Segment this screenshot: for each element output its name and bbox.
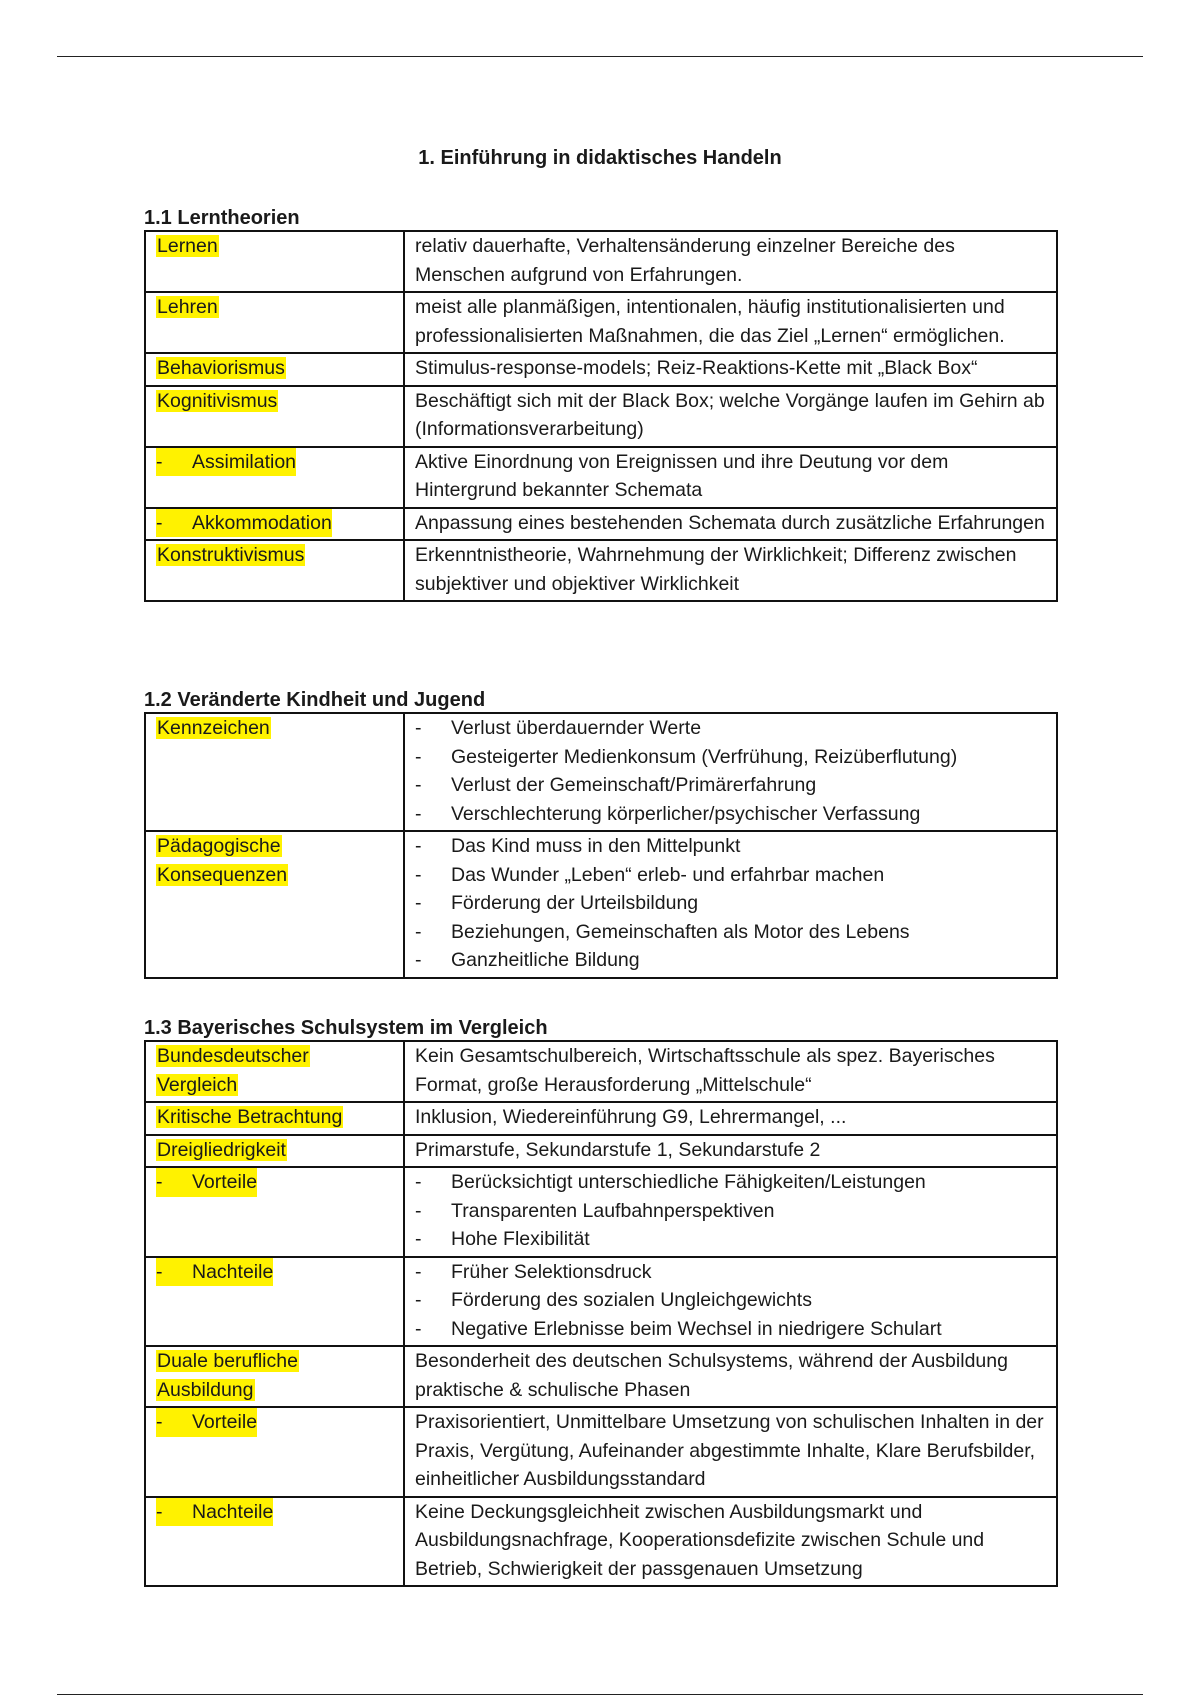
term-cell xyxy=(145,1407,404,1497)
top-rule xyxy=(57,56,1143,57)
term-label: Kennzeichen xyxy=(157,717,270,739)
table-row xyxy=(145,508,1057,541)
table-row xyxy=(145,447,1057,508)
table-row xyxy=(145,831,1057,978)
table-row xyxy=(145,1041,1057,1102)
dash-marker: - xyxy=(415,892,422,914)
sub-term xyxy=(156,1258,273,1287)
term-cell xyxy=(145,1257,404,1347)
section-lerntheorien xyxy=(144,206,1058,602)
term-cell xyxy=(145,447,404,508)
list-item-text: Das Wunder „Leben“ erleb- und erfahrbar machen xyxy=(451,863,885,886)
dash-marker: - xyxy=(415,835,422,857)
list-item-text: Verschlechterung körperlicher/psychischer Verfassung xyxy=(451,802,921,825)
dash-marker: - xyxy=(415,774,422,796)
description-cell xyxy=(404,1167,1057,1257)
term-label: Vorteile xyxy=(192,1411,258,1433)
list-item xyxy=(415,861,1047,890)
dash-marker: - xyxy=(156,450,163,473)
list-item xyxy=(415,946,1047,975)
lerntheorien-table xyxy=(144,230,1058,602)
sub-term xyxy=(156,1408,257,1437)
list-item-text: Transparenten Laufbahnperspektiven xyxy=(451,1199,775,1222)
dash-marker: - xyxy=(415,1171,422,1193)
term-cell xyxy=(145,1041,404,1102)
list-item xyxy=(415,832,1047,861)
term-cell xyxy=(145,508,404,541)
dash-marker: - xyxy=(415,1317,422,1340)
sub-term xyxy=(156,448,296,477)
description-cell: Keine Deckungsgleichheit zwischen Ausbildungsmarkt und Ausbildungsnachfrage, Kooperationsdefizite zwischen Schule und Betrieb, Schwierigkeit der passgenauen Umsetzung xyxy=(404,1497,1057,1587)
term-label: Kognitivismus xyxy=(157,389,278,412)
term-label: Nachteile xyxy=(192,1500,274,1523)
dash-marker: - xyxy=(156,1500,163,1523)
description-cell: Praxisorientiert, Unmittelbare Umsetzung von schulischen Inhalten in der Praxis, Vergütung, Aufeinander abgestimmte Inhalte, Klare Berufsbilder, einheitlicher Ausbildungsstandard xyxy=(404,1407,1057,1497)
term-label: Bundesdeutscher Vergleich xyxy=(157,1045,309,1096)
section-title: 1.3 Bayerisches Schulsystem im Vergleich xyxy=(144,1017,548,1039)
dash-marker: - xyxy=(156,1411,163,1433)
term-cell xyxy=(145,386,404,447)
list-item-text: Förderung des sozialen Ungleichgewichts xyxy=(451,1289,812,1311)
list-item xyxy=(415,714,1047,743)
table-row xyxy=(145,353,1057,386)
list-item-text: Förderung der Urteilsbildung xyxy=(451,892,699,914)
bullet-list xyxy=(415,714,1047,828)
bottom-rule xyxy=(57,1694,1143,1695)
term-cell xyxy=(145,1167,404,1257)
table-row xyxy=(145,1346,1057,1407)
term-cell xyxy=(145,353,404,386)
section-title: 1.2 Veränderte Kindheit und Jugend xyxy=(144,689,486,711)
table-row xyxy=(145,1257,1057,1347)
table-row xyxy=(145,386,1057,447)
table-row xyxy=(145,1135,1057,1168)
bullet-list xyxy=(415,1168,1047,1254)
list-item xyxy=(415,743,1047,772)
term-label: Konstruktivismus xyxy=(157,544,305,566)
list-item-text: Ganzheitliche Bildung xyxy=(451,949,640,971)
description-cell: Erkenntnistheorie, Wahrnehmung der Wirklichkeit; Differenz zwischen subjektiver und objektiver Wirklichkeit xyxy=(404,540,1057,601)
section-bayerisches-schulsystem xyxy=(144,1016,1058,1587)
kindheit-table xyxy=(144,712,1058,979)
list-item xyxy=(415,800,1047,829)
term-label: Vorteile xyxy=(192,1171,258,1193)
term-label: Nachteile xyxy=(192,1260,274,1283)
list-item-text: Beziehungen, Gemeinschaften als Motor des Lebens xyxy=(451,920,910,943)
bullet-list xyxy=(415,1258,1047,1344)
sub-term xyxy=(156,1168,257,1197)
term-cell xyxy=(145,231,404,292)
description-cell: relativ dauerhafte, Verhaltensänderung einzelner Bereiche des Menschen aufgrund von Erfahrungen. xyxy=(404,231,1057,292)
table-row xyxy=(145,1102,1057,1135)
table-row xyxy=(145,1167,1057,1257)
table-row xyxy=(145,231,1057,292)
list-item xyxy=(415,1197,1047,1226)
term-cell xyxy=(145,713,404,831)
description-cell: Anpassung eines bestehenden Schemata durch zusätzliche Erfahrungen xyxy=(404,508,1057,541)
dash-marker: - xyxy=(415,1199,422,1222)
document-title: 1. Einführung in didaktisches Handeln xyxy=(418,147,782,169)
dash-marker: - xyxy=(415,717,422,739)
list-item-text: Negative Erlebnisse beim Wechsel in niedrigere Schulart xyxy=(451,1317,942,1340)
schulsystem-table xyxy=(144,1040,1058,1587)
list-item xyxy=(415,1286,1047,1315)
section-title: 1.1 Lerntheorien xyxy=(144,207,300,229)
table-row xyxy=(145,540,1057,601)
description-cell: Kein Gesamtschulbereich, Wirtschaftsschule als spez. Bayerisches Format, große Herausforderung „Mittelschule“ xyxy=(404,1041,1057,1102)
dash-marker: - xyxy=(415,920,422,943)
term-label: Akkommodation xyxy=(192,511,332,534)
term-cell xyxy=(145,1497,404,1587)
list-item-text: Berücksichtigt unterschiedliche Fähigkeiten/Leistungen xyxy=(451,1171,926,1193)
description-cell: Stimulus-response-models; Reiz-Reaktions-Kette mit „Black Box“ xyxy=(404,353,1057,386)
list-item xyxy=(415,1225,1047,1254)
list-item xyxy=(415,771,1047,800)
table-row xyxy=(145,1407,1057,1497)
list-item-text: Hohe Flexibilität xyxy=(451,1228,590,1250)
description-cell: meist alle planmäßigen, intentionalen, häufig institutionalisierten und professionalisierten Maßnahmen, die das Ziel „Lernen“ ermöglichen. xyxy=(404,292,1057,353)
term-cell xyxy=(145,1135,404,1168)
list-item-text: Verlust der Gemeinschaft/Primärerfahrung xyxy=(451,774,817,796)
dash-marker: - xyxy=(415,949,422,971)
dash-marker: - xyxy=(415,1260,422,1283)
dash-marker: - xyxy=(156,1260,163,1283)
list-item-text: Das Kind muss in den Mittelpunkt xyxy=(451,835,741,857)
sub-term xyxy=(156,1498,273,1527)
term-cell xyxy=(145,1346,404,1407)
section-veraenderte-kindheit xyxy=(144,688,1058,979)
description-cell xyxy=(404,713,1057,831)
term-cell xyxy=(145,1102,404,1135)
term-cell xyxy=(145,540,404,601)
list-item-text: Verlust überdauernder Werte xyxy=(451,717,702,739)
dash-marker: - xyxy=(415,802,422,825)
bullet-list xyxy=(415,832,1047,975)
description-cell xyxy=(404,831,1057,978)
list-item xyxy=(415,1258,1047,1287)
term-label: Dreigliedrigkeit xyxy=(157,1138,286,1161)
term-label: Duale berufliche Ausbildung xyxy=(157,1350,298,1401)
dash-marker: - xyxy=(415,745,422,768)
term-label: Lehren xyxy=(157,296,218,318)
dash-marker: - xyxy=(156,1171,163,1193)
list-item xyxy=(415,889,1047,918)
table-row xyxy=(145,292,1057,353)
table-row xyxy=(145,1497,1057,1587)
table-row xyxy=(145,713,1057,831)
description-cell: Aktive Einordnung von Ereignissen und ihre Deutung vor dem Hintergrund bekannter Schemata xyxy=(404,447,1057,508)
term-label: Kritische Betrachtung xyxy=(157,1106,343,1128)
list-item-text: Früher Selektionsdruck xyxy=(451,1260,652,1283)
term-label: Pädagogische Konsequenzen xyxy=(157,835,288,886)
description-cell: Besonderheit des deutschen Schulsystems, während der Ausbildung praktische & schulische Phasen xyxy=(404,1346,1057,1407)
sub-term xyxy=(156,509,332,538)
term-label: Behaviorismus xyxy=(157,357,285,379)
dash-marker: - xyxy=(415,1289,422,1311)
term-label: Lernen xyxy=(157,235,218,257)
dash-marker: - xyxy=(415,863,422,886)
list-item xyxy=(415,1168,1047,1197)
term-cell xyxy=(145,831,404,978)
description-cell: Primarstufe, Sekundarstufe 1, Sekundarstufe 2 xyxy=(404,1135,1057,1168)
dash-marker: - xyxy=(156,511,163,534)
dash-marker: - xyxy=(415,1228,422,1250)
description-cell xyxy=(404,1257,1057,1347)
description-cell: Inklusion, Wiedereinführung G9, Lehrermangel, ... xyxy=(404,1102,1057,1135)
list-item xyxy=(415,918,1047,947)
description-cell: Beschäftigt sich mit der Black Box; welche Vorgänge laufen im Gehirn ab (Informationsverarbeitung) xyxy=(404,386,1057,447)
list-item-text: Gesteigerter Medienkonsum (Verfrühung, Reizüberflutung) xyxy=(451,745,958,768)
term-cell xyxy=(145,292,404,353)
list-item xyxy=(415,1315,1047,1344)
term-label: Assimilation xyxy=(192,450,297,473)
